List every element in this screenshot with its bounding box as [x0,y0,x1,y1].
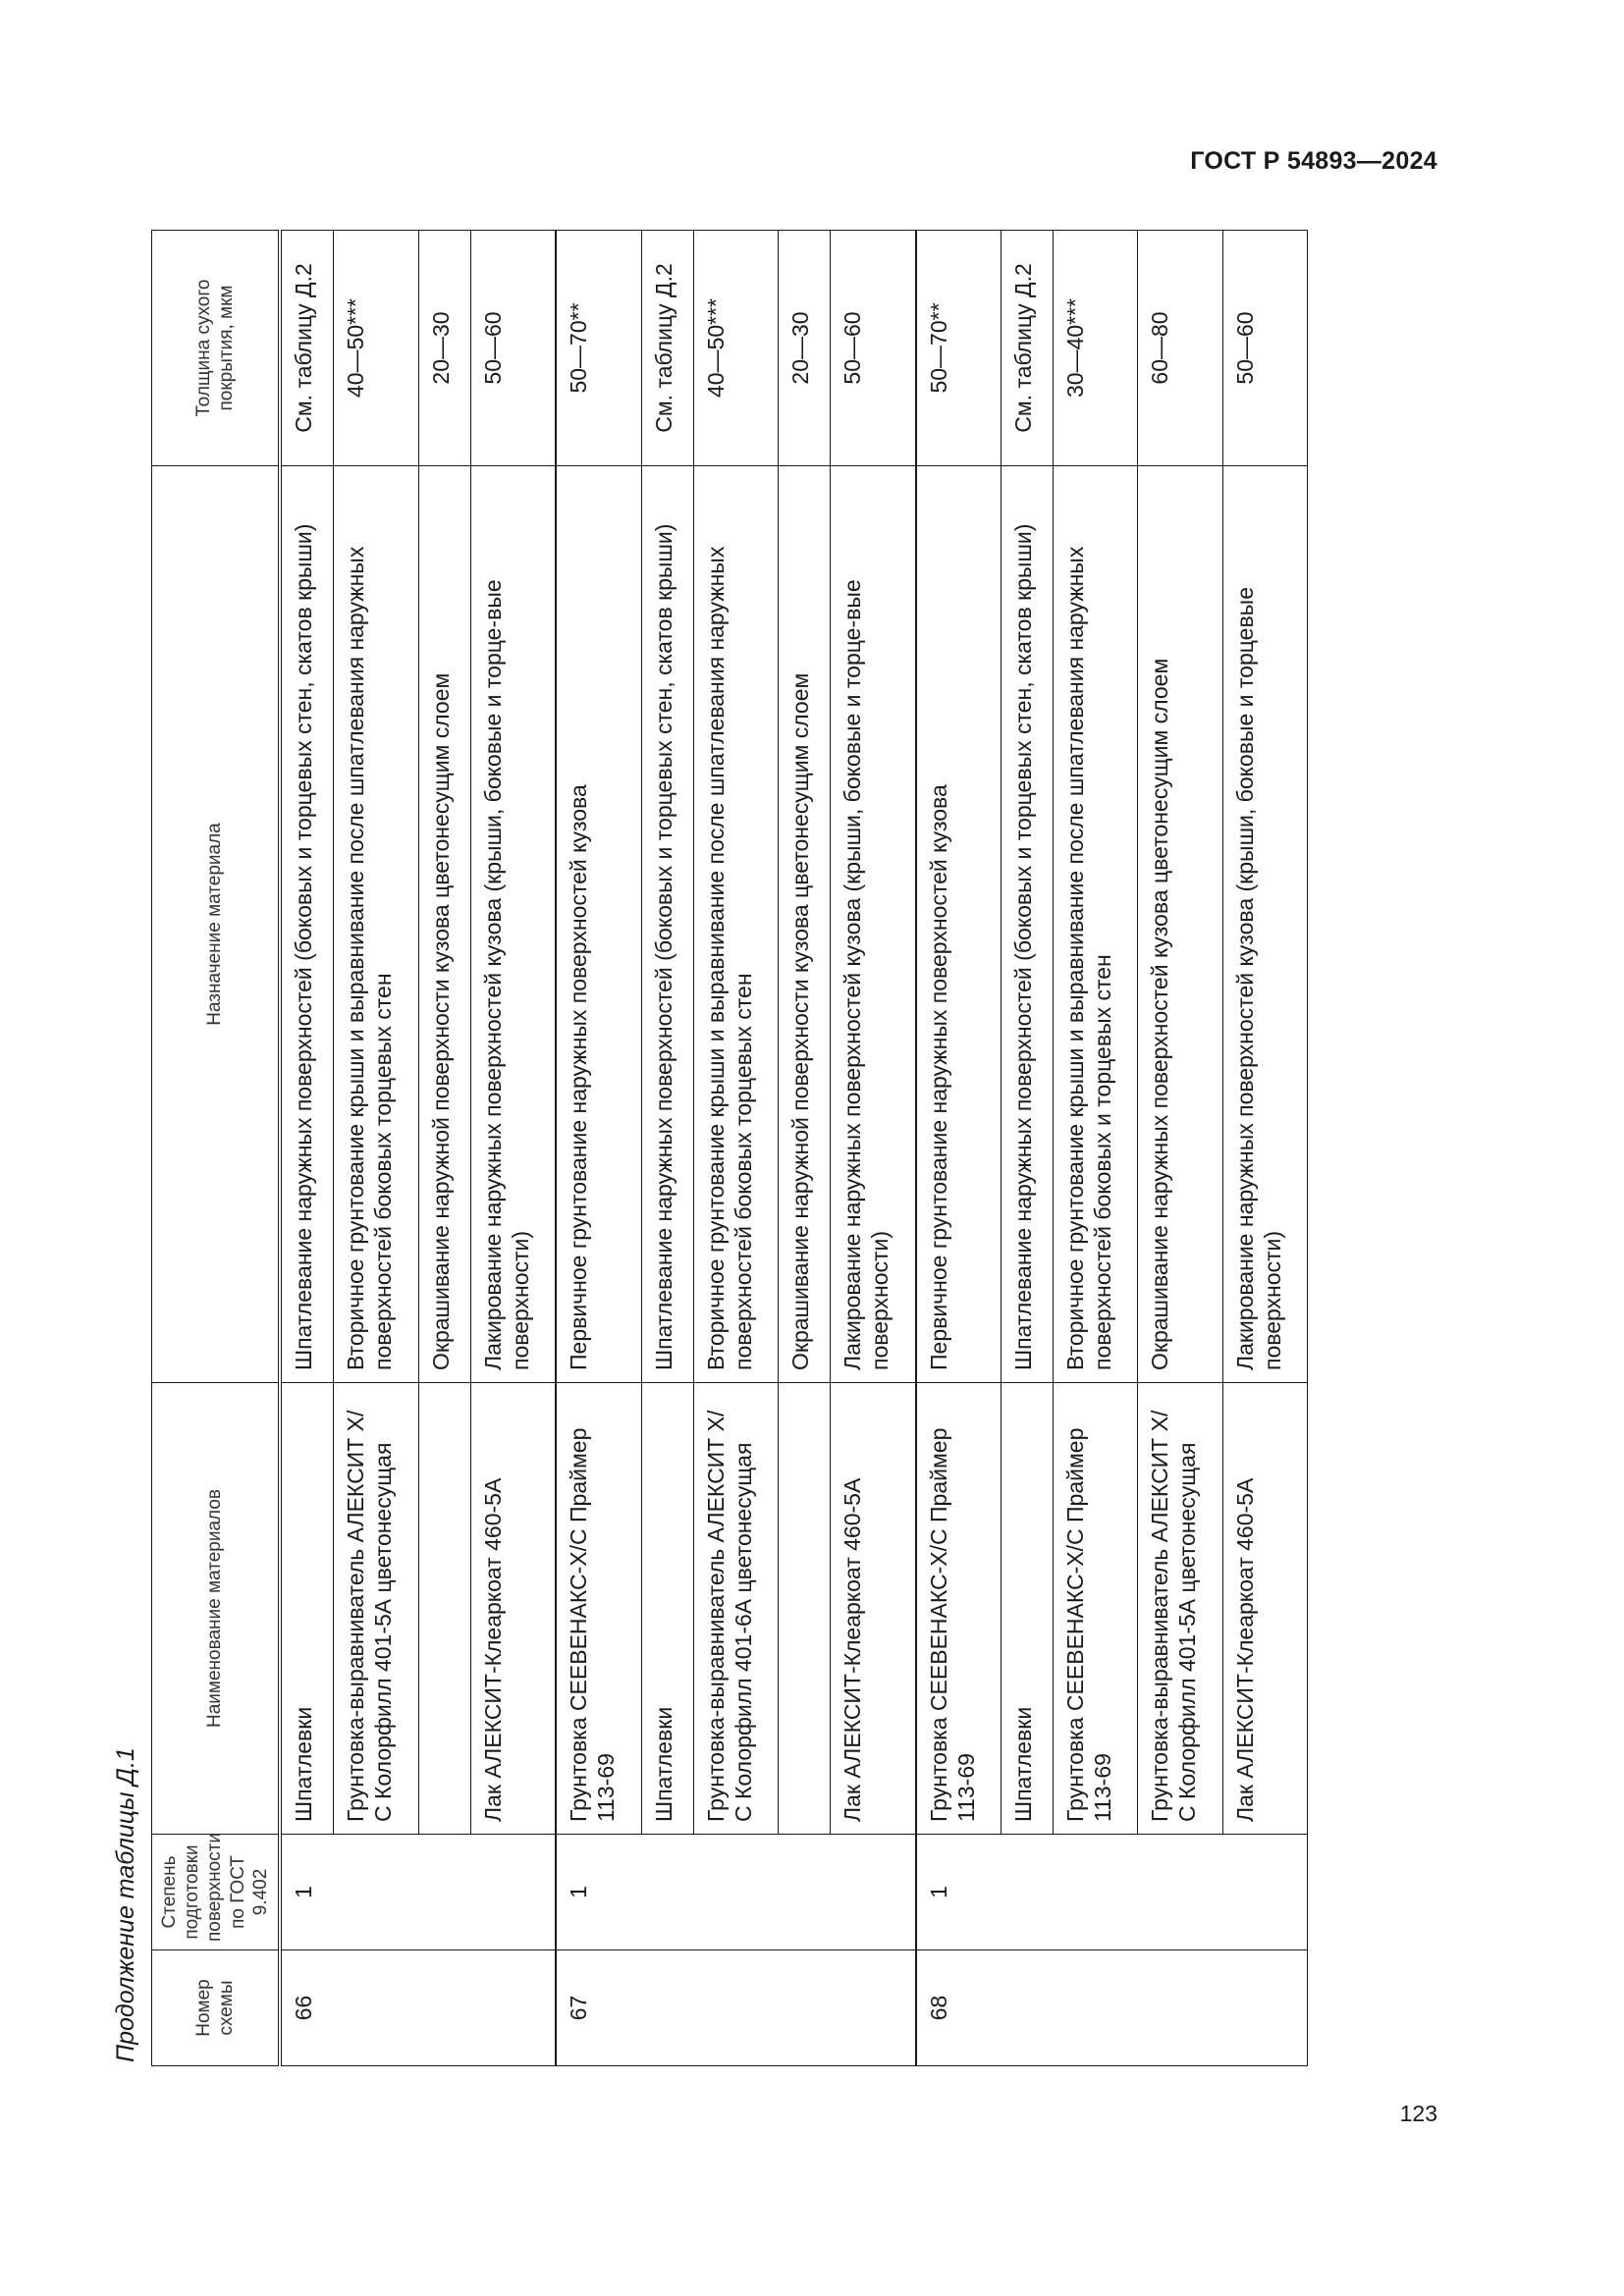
material-name-cell: Шпатлевки [641,1383,693,1835]
table-row [1001,231,1053,2066]
material-name-cell: Шпатлевки [280,1383,334,1835]
thickness-cell: 20—30 [418,231,470,466]
continuation-label: Продолжение таблицы Д.1 [112,1747,139,2062]
material-name-cell: Грунтовка-выравниватель АЛЕКСИТ Х/С Колорфилл 401-5А цветонесущая [1138,1383,1222,1835]
thickness-cell: 50—60 [831,231,916,466]
purpose-cell: Окрашивание наружной поверхности кузова цветонесущим слоем [778,466,830,1383]
table-row [1054,231,1138,2066]
thickness-cell: См. таблицу Д.2 [1001,231,1053,466]
scheme-number-cell: 67 [556,1950,915,2066]
material-name-cell: Лак АЛЕКСИТ-Клеаркоат 460-5А [1222,1383,1307,1835]
material-name-cell: Лак АЛЕКСИТ-Клеаркоат 460-5А [470,1383,556,1835]
purpose-cell: Шпатлевание наружных поверхностей (боковых и торцевых стен, скатов крыши) [280,466,334,1383]
purpose-cell: Шпатлевание наружных поверхностей (боковых и торцевых стен, скатов крыши) [641,466,693,1383]
table-row [556,231,641,2066]
col-header-surface-prep: Степень подготовки поверхности по ГОСТ 9.402 [152,1835,280,1950]
material-name-cell: Грунтовка СЕЕВЕНАКС-Х/С Праймер 113-69 [916,1383,1001,1835]
thickness-cell: См. таблицу Д.2 [641,231,693,466]
purpose-cell: Лакирование наружных поверхностей кузова (крыши, боковые и торцевые поверхности) [1222,466,1307,1383]
thickness-cell: 50—70** [916,231,1001,466]
rotated-table-block [110,231,1308,2066]
table-row [693,231,778,2066]
purpose-cell: Вторичное грунтование крыши и выравнивание после шпатлевания наружных поверхностей боковых торцевых стен [334,466,418,1383]
page-number: 123 [1399,2101,1437,2126]
table-row [641,231,693,2066]
col-header-thickness: Толщина сухого покрытия, мкм [152,231,280,466]
material-name-cell: Грунтовка-выравниватель АЛЕКСИТ Х/С Колорфилл 401-6А цветонесущая [693,1383,778,1835]
surface-prep-cell: 1 [280,1835,556,1950]
purpose-cell: Вторичное грунтование крыши и выравнивание после шпатлевания наружных поверхностей боковых торцевых стен [693,466,778,1383]
thickness-cell: 50—60 [1222,231,1307,466]
thickness-cell: 20—30 [778,231,830,466]
thickness-cell: 50—70** [556,231,641,466]
purpose-cell: Первичное грунтование наружных поверхностей кузова [916,466,1001,1383]
thickness-cell: 60—80 [1138,231,1222,466]
table-row [1138,231,1222,2066]
col-header-material-name: Наименование материалов [152,1383,280,1835]
thickness-cell: 40—50*** [693,231,778,466]
material-name-cell: Лак АЛЕКСИТ-Клеаркоат 460-5А [831,1383,916,1835]
col-header-scheme-number: Номер схемы [152,1950,280,2066]
scheme-number-cell: 68 [916,1950,1308,2066]
material-name-cell: Грунтовка СЕЕВЕНАКС-Х/С Праймер 113-69 [556,1383,641,1835]
table-row [1222,231,1307,2066]
col-header-purpose: Назначение материала [152,466,280,1383]
table-row [418,231,470,2066]
thickness-cell: 40—50*** [334,231,418,466]
material-name-cell [418,1383,470,1835]
surface-prep-cell: 1 [556,1835,915,1950]
purpose-cell: Окрашивание наружных поверхностей кузова цветонесущим слоем [1138,466,1222,1383]
table-row [470,231,556,2066]
purpose-cell: Лакирование наружных поверхностей кузова (крыши, боковые и торце-вые поверхности) [470,466,556,1383]
purpose-cell: Лакирование наружных поверхностей кузова (крыши, боковые и торце-вые поверхности) [831,466,916,1383]
material-name-cell [778,1383,830,1835]
surface-prep-cell: 1 [916,1835,1308,1950]
table-row [778,231,830,2066]
table-row [916,231,1001,2066]
table-header-row [152,231,280,2066]
thickness-cell: 30—40*** [1054,231,1138,466]
thickness-cell: См. таблицу Д.2 [280,231,334,466]
materials-table [151,230,1308,2066]
table-body [280,231,1308,2066]
purpose-cell: Окрашивание наружной поверхности кузова цветонесущим слоем [418,466,470,1383]
purpose-cell: Вторичное грунтование крыши и выравнивание после шпатлевания наружных поверхностей боковых и торцевых стен [1054,466,1138,1383]
table-row [831,231,916,2066]
material-name-cell: Шпатлевки [1001,1383,1053,1835]
table-row [334,231,418,2066]
thickness-cell: 50—60 [470,231,556,466]
scheme-number-cell: 66 [280,1950,556,2066]
standard-header: ГОСТ Р 54893—2024 [1190,147,1437,175]
purpose-cell: Первичное грунтование наружных поверхностей кузова [556,466,641,1383]
material-name-cell: Грунтовка-выравниватель АЛЕКСИТ Х/С Колорфилл 401-5А цветонесущая [334,1383,418,1835]
material-name-cell: Грунтовка СЕЕВЕНАКС-Х/С Праймер 113-69 [1054,1383,1138,1835]
table-row [280,231,334,2066]
purpose-cell: Шпатлевание наружных поверхностей (боковых и торцевых стен, скатов крыши) [1001,466,1053,1383]
